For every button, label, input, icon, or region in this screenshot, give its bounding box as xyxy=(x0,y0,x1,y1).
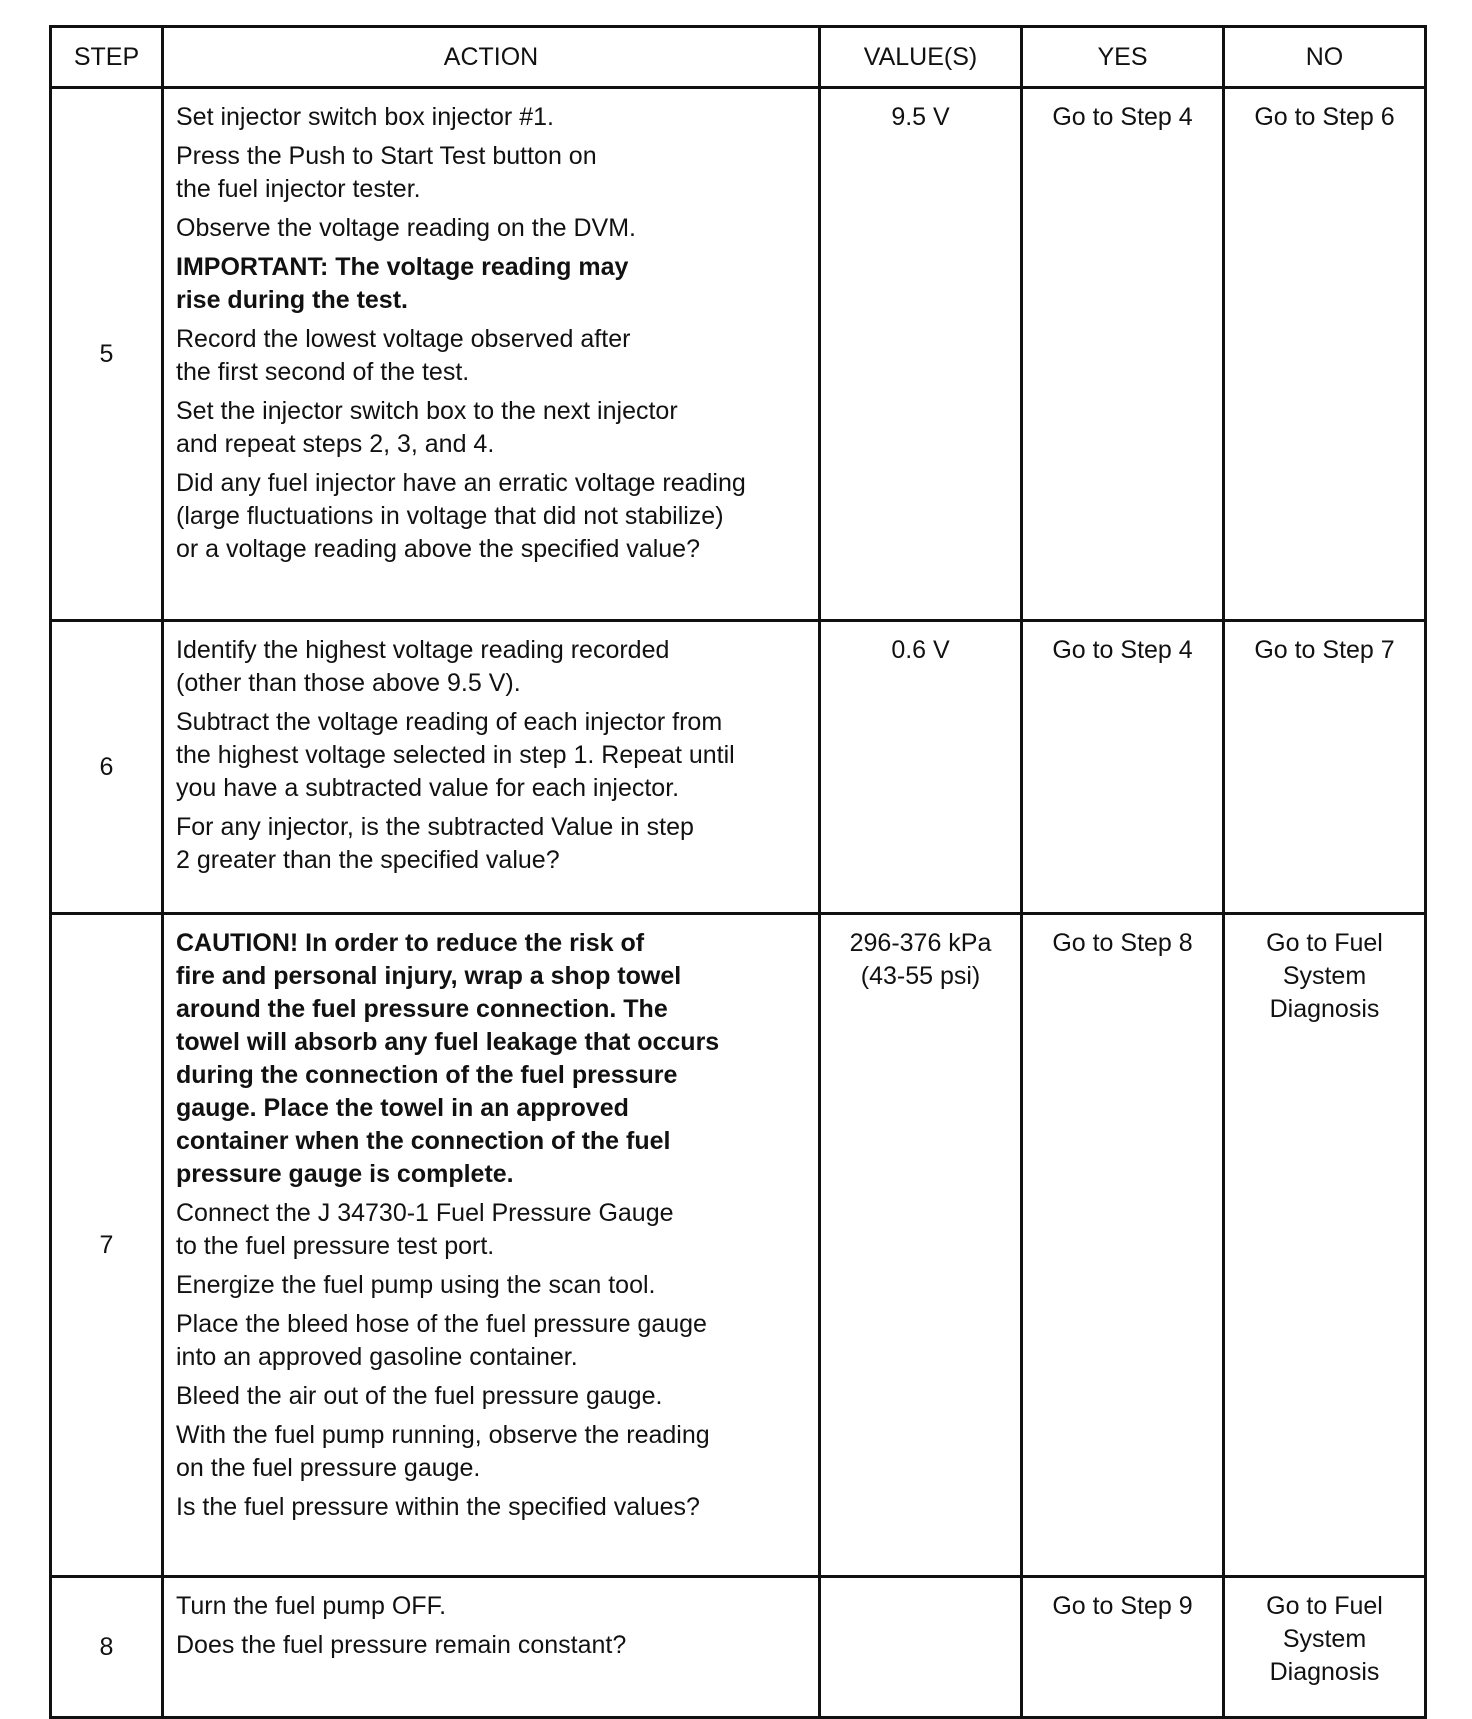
action-line: Press the Push to Start Test button on the fuel injector tester. xyxy=(176,142,597,203)
header-row xyxy=(51,27,1426,88)
caution-note: CAUTION! In order to reduce the risk of fire and personal injury, wrap a shop towel around the fuel pressure connection. The towel will absorb any fuel leakage that occurs during the connection of the fuel pressure gauge. Place the towel in an approved container when the connection of the fuel pressure gauge is complete. xyxy=(176,929,720,1188)
table-row-step-5 xyxy=(51,88,1426,621)
table-row-step-8 xyxy=(51,1577,1426,1718)
header-step: STEP xyxy=(51,27,163,88)
yes-cell: Go to Step 8 xyxy=(1022,914,1224,1577)
action-question: Did any fuel injector have an erratic voltage reading (large fluctuations in voltage that did not stabilize) or a voltage reading above the specified value? xyxy=(176,469,746,563)
action-cell xyxy=(163,88,820,621)
action-line: Subtract the voltage reading of each injector from the highest voltage selected in step 1. Repeat until you have a subtracted value for each injector. xyxy=(176,708,735,802)
step-number: 5 xyxy=(51,88,163,621)
action-line: Bleed the air out of the fuel pressure gauge. xyxy=(176,1382,663,1410)
header-yes: YES xyxy=(1022,27,1224,88)
no-cell: Go to Step 6 xyxy=(1224,88,1426,621)
value-cell: 0.6 V xyxy=(820,621,1022,914)
action-line: Record the lowest voltage observed after the first second of the test. xyxy=(176,325,631,386)
value-cell: 9.5 V xyxy=(820,88,1022,621)
action-cell xyxy=(163,914,820,1577)
action-line: Set the injector switch box to the next injector and repeat steps 2, 3, and 4. xyxy=(176,397,678,458)
action-question: Does the fuel pressure remain constant? xyxy=(176,1631,627,1659)
action-cell xyxy=(163,1577,820,1718)
action-line: Turn the fuel pump OFF. xyxy=(176,1592,447,1620)
action-line: Energize the fuel pump using the scan tool. xyxy=(176,1271,656,1299)
step-number: 8 xyxy=(51,1577,163,1718)
action-line: Place the bleed hose of the fuel pressure gauge into an approved gasoline container. xyxy=(176,1310,707,1371)
value-cell xyxy=(820,1577,1022,1718)
action-line: Identify the highest voltage reading recorded (other than those above 9.5 V). xyxy=(176,636,670,697)
action-question: Is the fuel pressure within the specified values? xyxy=(176,1493,700,1521)
action-line: Connect the J 34730-1 Fuel Pressure Gauge to the fuel pressure test port. xyxy=(176,1199,674,1260)
action-line: With the fuel pump running, observe the reading on the fuel pressure gauge. xyxy=(176,1421,710,1482)
step-number: 6 xyxy=(51,621,163,914)
yes-cell: Go to Step 4 xyxy=(1022,621,1224,914)
yes-cell: Go to Step 9 xyxy=(1022,1577,1224,1718)
action-cell xyxy=(163,621,820,914)
no-cell: Go to Fuel System Diagnosis xyxy=(1224,1577,1426,1718)
table-row-step-7 xyxy=(51,914,1426,1577)
action-line: Set injector switch box injector #1. xyxy=(176,103,554,131)
no-cell: Go to Step 7 xyxy=(1224,621,1426,914)
value-cell: 296-376 kPa (43-55 psi) xyxy=(820,914,1022,1577)
header-action: ACTION xyxy=(163,27,820,88)
diagnostic-table xyxy=(49,25,1427,1719)
header-no: NO xyxy=(1224,27,1426,88)
action-line: Observe the voltage reading on the DVM. xyxy=(176,214,636,242)
action-question: For any injector, is the subtracted Value in step 2 greater than the specified value? xyxy=(176,813,694,874)
step-number: 7 xyxy=(51,914,163,1577)
no-cell: Go to Fuel System Diagnosis xyxy=(1224,914,1426,1577)
header-values: VALUE(S) xyxy=(820,27,1022,88)
important-note: IMPORTANT: The voltage reading may rise during the test. xyxy=(176,253,629,314)
table-row-step-6 xyxy=(51,621,1426,914)
yes-cell: Go to Step 4 xyxy=(1022,88,1224,621)
